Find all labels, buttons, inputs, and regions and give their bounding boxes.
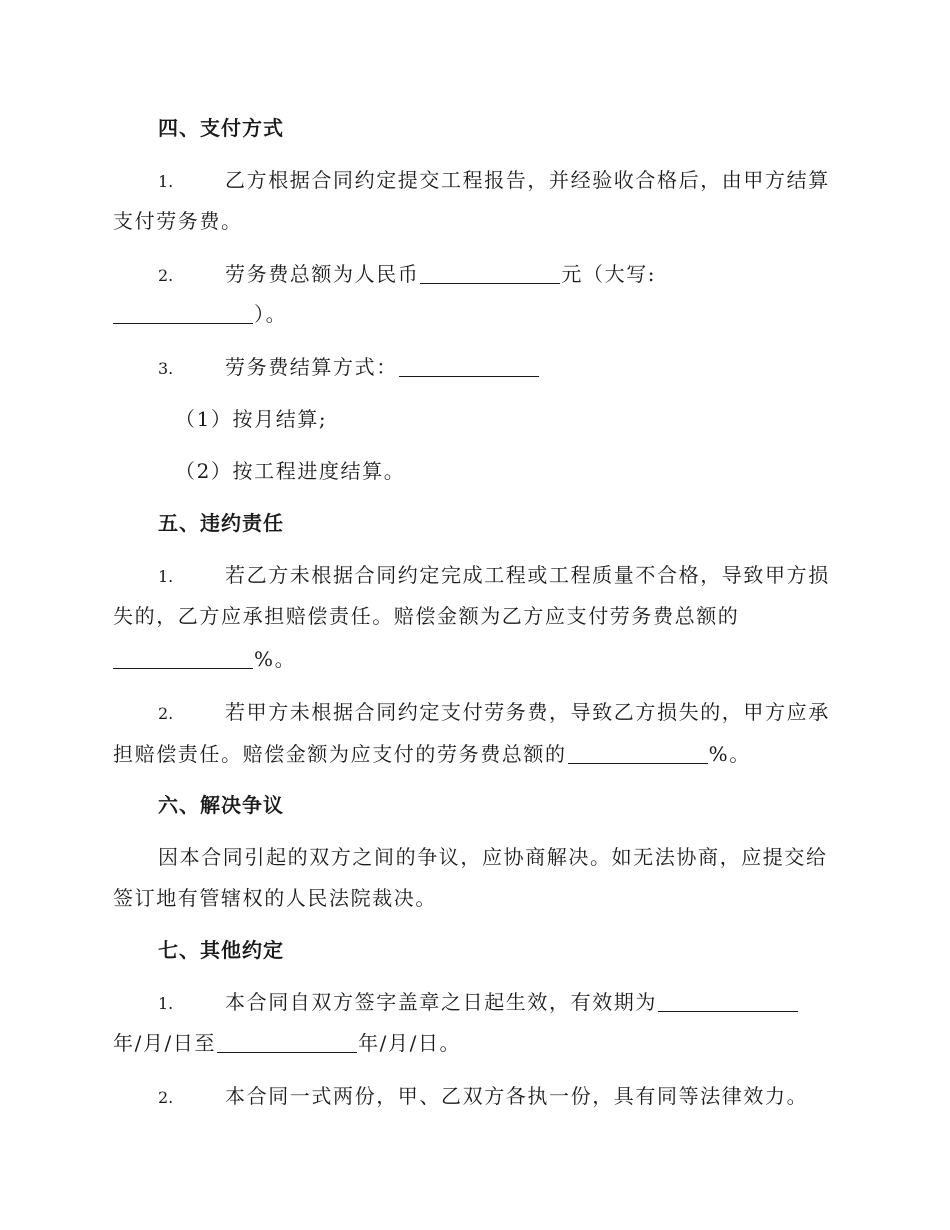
liability-item-2-line-2 bbox=[113, 740, 751, 768]
other-item-1-line-2 bbox=[113, 1029, 461, 1057]
item-text: 乙方根据合同约定提交工程报告，并经验收合格后，由甲方结算 bbox=[225, 168, 830, 192]
item-text: 元（大写: bbox=[561, 262, 657, 286]
item-number: 1. bbox=[158, 172, 174, 191]
liability-item-1-line-1 bbox=[158, 561, 830, 591]
item-text: 本合同一式两份，甲、乙双方各执一份，具有同等法律效力。 bbox=[225, 1084, 809, 1108]
liability-item-2-line-1 bbox=[158, 698, 830, 728]
settlement-method-blank[interactable] bbox=[399, 356, 539, 377]
item-text: %。 bbox=[708, 742, 751, 766]
other-item-1-line-1 bbox=[158, 988, 799, 1018]
other-item-2-line-1 bbox=[158, 1082, 808, 1112]
item-text: %。 bbox=[254, 647, 297, 671]
section-heading-payment: 四、支付方式 bbox=[158, 116, 284, 140]
item-text: 若乙方未根据合同约定完成工程或工程质量不合格，导致甲方损 bbox=[225, 563, 830, 587]
settlement-option-1: （1）按月结算; bbox=[175, 407, 328, 431]
item-number: 1. bbox=[158, 567, 174, 586]
item-text: 本合同自双方签字盖章之日起生效，有效期为 bbox=[225, 990, 657, 1014]
item-text: 劳务费总额为人民币 bbox=[225, 262, 420, 286]
item-number: 2. bbox=[158, 704, 174, 723]
disputes-text-line-2: 签订地有管辖权的人民法院裁决。 bbox=[113, 886, 437, 910]
item-number: 2. bbox=[158, 1088, 174, 1107]
disputes-text-line-1: 因本合同引起的双方之间的争议，应协商解决。如无法协商，应提交给 bbox=[158, 845, 828, 869]
item-number: 3. bbox=[158, 359, 174, 378]
validity-period-blank[interactable] bbox=[658, 991, 798, 1012]
liability-item-1-line-3 bbox=[112, 645, 296, 673]
section-heading-other: 七、其他约定 bbox=[158, 938, 284, 962]
amount-uppercase-blank[interactable] bbox=[113, 303, 253, 324]
item-text: 年/月/日。 bbox=[358, 1031, 462, 1055]
section-heading-liability: 五、违约责任 bbox=[158, 511, 284, 535]
section-heading-disputes: 六、解决争议 bbox=[158, 793, 284, 817]
payment-item-1-line-2: 支付劳务费。 bbox=[113, 209, 243, 233]
item-text: 担赔偿责任。赔偿金额为应支付的劳务费总额的 bbox=[113, 742, 567, 766]
payment-item-3-line-1 bbox=[158, 353, 540, 383]
payment-item-2-line-2 bbox=[112, 300, 287, 328]
payment-item-2-line-1 bbox=[158, 260, 656, 290]
percentage-blank[interactable] bbox=[113, 648, 253, 669]
end-date-blank[interactable] bbox=[217, 1032, 357, 1053]
item-text: 劳务费结算方式： bbox=[225, 355, 398, 379]
percentage-blank[interactable] bbox=[568, 743, 708, 764]
item-text: 若甲方未根据合同约定支付劳务费，导致乙方损失的，甲方应承 bbox=[225, 700, 830, 724]
amount-blank[interactable] bbox=[420, 263, 560, 284]
item-text: ）。 bbox=[254, 302, 288, 326]
payment-item-1-line-1 bbox=[158, 166, 830, 196]
item-number: 1. bbox=[158, 994, 174, 1013]
liability-item-1-line-2: 失的，乙方应承担赔偿责任。赔偿金额为乙方应支付劳务费总额的 bbox=[113, 604, 740, 628]
settlement-option-2: （2）按工程进度结算。 bbox=[175, 459, 406, 483]
item-text: 年/月/日至 bbox=[113, 1031, 217, 1055]
item-number: 2. bbox=[158, 266, 174, 285]
